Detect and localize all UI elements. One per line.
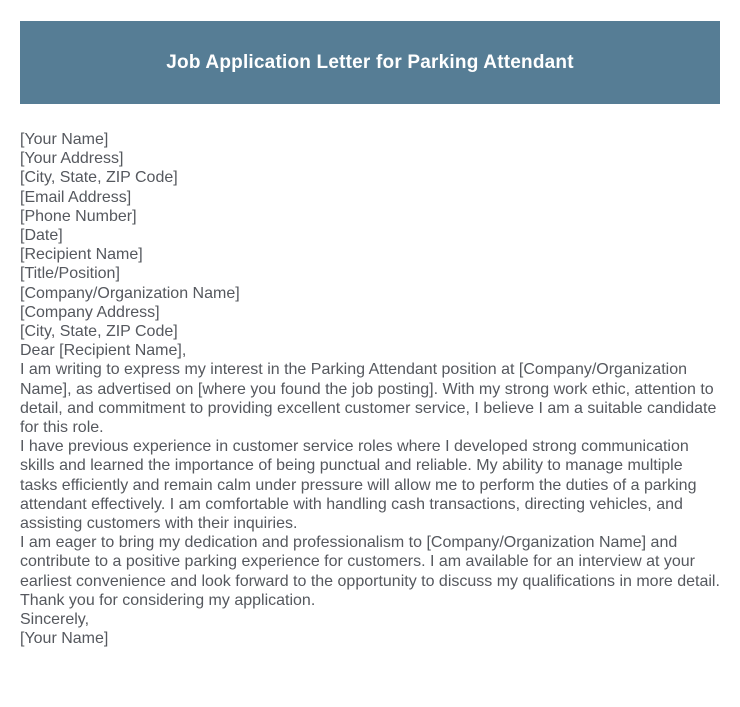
- letter-body: [20, 130, 724, 648]
- body-paragraph: I am eager to bring my dedication and professionalism to [Company/Organization Name] and contribute to a positive parking experience for customers. I am available for an interview at your earliest convenience and look forward to the opportunity to discuss my qualifications in more detail.: [20, 534, 720, 590]
- closing-line: Sincerely,: [20, 611, 90, 629]
- salutation: Dear [Recipient Name],: [20, 342, 187, 360]
- sender-line: [City, State, ZIP Code]: [20, 169, 178, 187]
- recipient-line: [City, State, ZIP Code]: [20, 323, 178, 341]
- recipient-line: [Company/Organization Name]: [20, 284, 240, 302]
- thank-you-line: Thank you for considering my application.: [20, 591, 316, 609]
- body-paragraph: I have previous experience in customer service roles where I developed strong communication skills and learned the importance of being punctual and reliable. My ability to manage multiple tasks efficiently and remain calm under pressure will allow me to perform the duties of a parking attendant effectively. I am comfortable with handling cash transactions, directing vehicles, and assisting customers with their inquiries.: [20, 438, 697, 533]
- sender-line: [Your Name]: [20, 131, 109, 148]
- page-title: Job Application Letter for Parking Attendant: [166, 51, 574, 73]
- sender-line: [Phone Number]: [20, 207, 137, 225]
- sender-block: [20, 130, 724, 245]
- signature-line: [Your Name]: [20, 630, 109, 648]
- recipient-line: [Recipient Name]: [20, 246, 143, 264]
- sender-line: [Your Address]: [20, 150, 124, 168]
- sender-line: [Date]: [20, 227, 63, 245]
- recipient-line: [Title/Position]: [20, 265, 120, 283]
- recipient-line: [Company Address]: [20, 303, 160, 321]
- paragraphs-block: [20, 360, 724, 590]
- sender-line: [Email Address]: [20, 188, 132, 206]
- body-paragraph: I am writing to express my interest in the Parking Attendant position at [Company/Organization Name], as advertised on [where you found the job posting]. With my strong work ethic, attention to detail, and commitment to providing excellent customer service, I believe I am a suitable candidate for this role.: [20, 361, 717, 437]
- title-banner: [20, 21, 720, 104]
- recipient-block: [20, 245, 724, 341]
- page: [0, 21, 740, 707]
